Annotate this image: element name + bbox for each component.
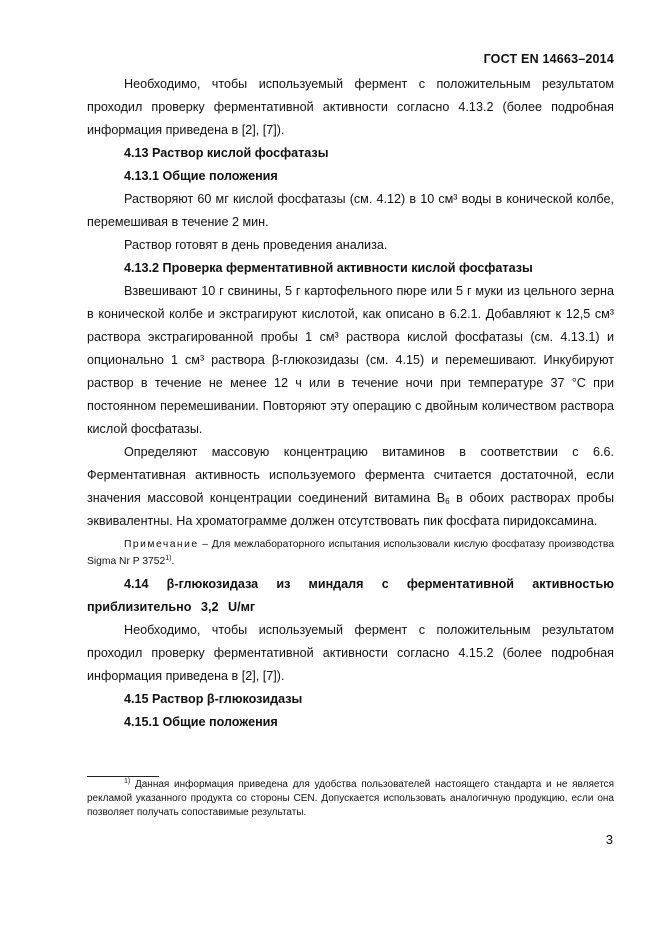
paragraph-glucosidase-requirement: Необходимо, чтобы используемый фермент с положительным результатом проходил проверку ферментативной активности согласно 4.15.2 (более подробная информация приведена в [2], [7]). (87, 623, 614, 683)
note (87, 533, 614, 573)
page-number: 3 (605, 832, 613, 847)
paragraph-enzyme-requirement: Необходимо, чтобы используемый фермент с положительным результатом проходил проверку ферментативной активности согласно 4.13.2 (более подробная информация приведена в [2], [7]). (87, 77, 614, 137)
concentration-text-start: Определяют массовую концентрацию витаминов в соответствии с 6.6. Ферментативная активность используемого фермента считается достаточной, если значения массовой концентрации соединений витамина В (87, 445, 614, 505)
footnote-reference: 1) (165, 555, 172, 562)
footnote (87, 778, 614, 820)
document-body (87, 73, 614, 734)
paragraph-determine-concentration (87, 441, 614, 533)
footnote-text: Данная информация приведена для удобства пользователей настоящего стандарта и не является рекламой указанного продукта со стороны CEN. Допускается использовать аналогичную продукцию, если она позволяет получать сопоставимые результаты. (87, 779, 614, 818)
paragraph-weigh-and-incubate: Взвешивают 10 г свинины, 5 г картофельного пюре или 5 г муки из цельного зерна в конической колбе и экстрагируют кислотой, как описано в 6.2.1. Добавляют к 12,5 см³ раствора экстрагированной пробы 1 см³ раствора кислой фосфатазы (см. 4.13.1) и опционально 1 см³ раствора β-глюкозидазы (см. 4.15) и перемешивают. Инкубируют раствор в течение не менее 12 ч или в течение ночи при температуре 37 °С при постоянном перемешивании. Повторяют эту операцию с двойным количеством раствора кислой фосфатазы. (87, 284, 614, 436)
paragraph-dissolve-phosphatase: Растворяют 60 мг кислой фосфатазы (см. 4.12) в 10 см³ воды в конической колбе, перемешивая в течение 2 мин. (87, 192, 614, 229)
note-label: Примечание (124, 539, 199, 550)
heading-4-13-2: 4.13.2 Проверка ферментативной активности кислой фосфатазы (124, 261, 533, 275)
concentration-text-end: в обоих растворах пробы эквивалентны. На хроматограмме должен отсутствовать пик фосфата пиридоксамина. (87, 491, 614, 528)
heading-4-14: 4.14 β-глюкозидаза из миндаля с ферментативной активностью приблизительно 3,2 U/мг (87, 577, 614, 614)
note-end: . (171, 556, 175, 567)
heading-4-13-1: 4.13.1 Общие положения (124, 169, 278, 183)
heading-4-15: 4.15 Раствор β-глюкозидазы (124, 692, 303, 706)
vitamin-subscript: 6 (445, 497, 450, 506)
footnote-mark: 1) (124, 778, 131, 785)
note-text: – Для межлабораторного испытания использовали кислую фосфатазу производства Sigma Nr P 3752 (87, 539, 614, 567)
paragraph-prepare-same-day: Раствор готовят в день проведения анализа. (124, 238, 388, 252)
heading-4-13: 4.13 Раствор кислой фосфатазы (124, 146, 329, 160)
heading-4-15-1: 4.15.1 Общие положения (124, 715, 278, 729)
footnote-separator (87, 776, 159, 777)
standard-header: ГОСТ EN 14663–2014 (483, 52, 614, 66)
